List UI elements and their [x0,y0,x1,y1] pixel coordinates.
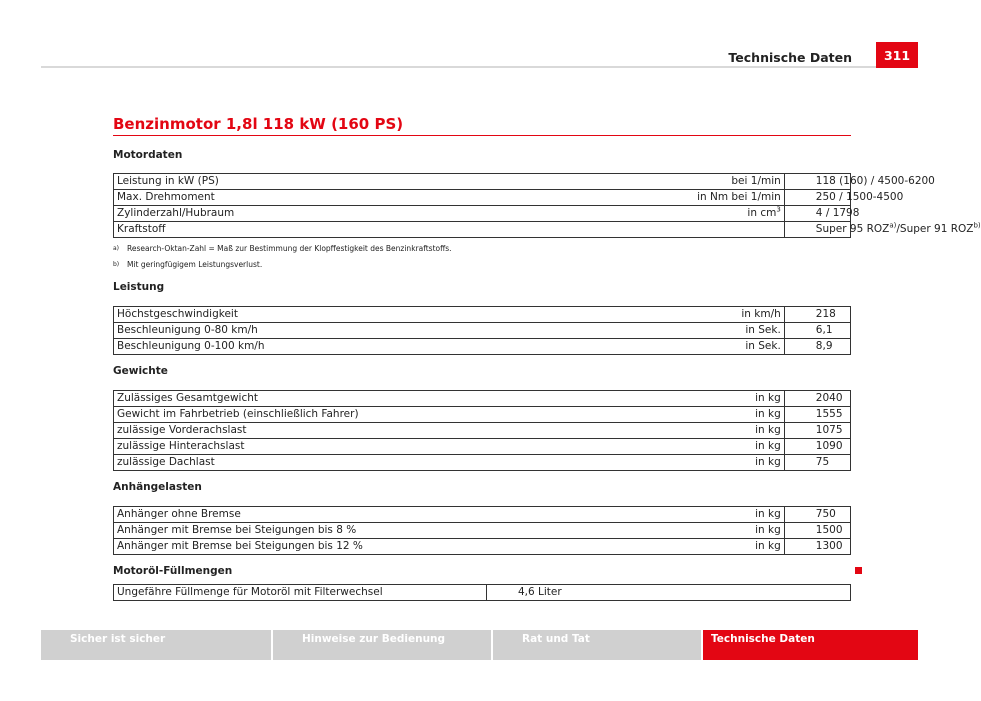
row-unit: in kg [486,423,784,439]
footnote [113,243,851,255]
table-row [114,539,851,555]
section-title: Benzinmotor 1,8l 118 kW (160 PS) [113,115,404,133]
footnote-mark: b) [113,261,120,268]
row-label: Beschleunigung 0-80 km/h [114,323,487,339]
table-row [114,439,851,455]
row-value: 118 (160) / 4500-6200 [784,174,850,190]
fuel-value-a: Super 95 ROZ [815,223,890,235]
row-value [784,221,981,238]
table-row [114,391,851,407]
row-value: 1555 [784,407,850,423]
row-unit: in kg [486,507,784,523]
table-row [114,523,851,539]
row-value: 1075 [784,423,850,439]
footer-tab-rat-und-tat[interactable]: Rat und Tat [493,630,701,660]
footnote-ref-b: b) [973,221,981,230]
row-label: Anhänger mit Bremse bei Steigungen bis 12 % [114,539,487,555]
leistung-table-wrap [113,306,851,355]
motordaten-heading: Motordaten [113,149,183,161]
row-value: 4 / 1798 [784,206,850,222]
leistung-table [113,306,851,355]
table-row [114,307,851,323]
row-unit: in km/h [486,307,784,323]
row-label: Höchstgeschwindigkeit [114,307,487,323]
table-row [114,190,851,206]
row-label: Kraftstoff [114,222,487,238]
row-value: 1300 [784,539,850,555]
row-label: Zulässiges Gesamtgewicht [114,391,487,407]
section-rule [113,135,851,136]
motoroel-heading: Motoröl-Füllmengen [113,565,233,577]
footer-tab-technische-daten[interactable]: Technische Daten [703,630,918,660]
section-end-marker [855,567,862,574]
row-unit: in kg [486,391,784,407]
row-label: Zylinderzahl/Hubraum [114,206,487,222]
footnotes [113,243,851,271]
footnote-text: Research-Oktan-Zahl = Maß zur Bestimmung der Klopffestigkeit des Benzinkraftstoffs. [127,244,452,253]
row-unit: in kg [486,455,784,471]
unit-text: in cm [747,207,777,219]
table-row [114,423,851,439]
row-unit: in Sek. [486,323,784,339]
table-row [114,323,851,339]
table-row [114,455,851,471]
row-unit [486,222,784,238]
anhaengelasten-heading: Anhängelasten [113,481,202,493]
footnote-mark: a) [113,245,120,252]
row-unit: in kg [486,439,784,455]
row-unit: in Sek. [486,339,784,355]
row-label: Ungefähre Füllmenge für Motoröl mit Filterwechsel [114,585,487,601]
row-unit: in kg [486,407,784,423]
table-row [114,339,851,355]
table-row [114,507,851,523]
row-label: zulässige Hinterachslast [114,439,487,455]
gewichte-heading: Gewichte [113,365,168,377]
table-row [114,222,851,238]
leistung-heading: Leistung [113,281,165,293]
footer-tab-sicher-ist-sicher[interactable]: Sicher ist sicher [41,630,271,660]
row-unit: bei 1/min [486,174,784,190]
gewichte-table [113,390,851,471]
row-value: 750 [784,507,850,523]
footnote [113,259,851,271]
row-value: 4,6 Liter [487,585,851,601]
table-row [114,407,851,423]
row-unit: in kg [486,523,784,539]
row-value: 250 / 1500-4500 [784,190,850,206]
row-label: Leistung in kW (PS) [114,174,487,190]
anhaengelasten-table [113,506,851,555]
footer-tab-hinweise-zur-bedienung[interactable]: Hinweise zur Bedienung [273,630,491,660]
table-row [114,206,851,222]
row-value: 1090 [784,439,850,455]
row-value: 6,1 [784,323,850,339]
row-label: Anhänger mit Bremse bei Steigungen bis 8 % [114,523,487,539]
motoroel-table [113,584,851,601]
row-value: 218 [784,307,850,323]
row-label: Anhänger ohne Bremse [114,507,487,523]
row-value: 8,9 [784,339,850,355]
row-unit [486,206,784,222]
fuel-value-b: /Super 91 ROZ [896,223,974,235]
table-row [114,174,851,190]
row-label: Max. Drehmoment [114,190,487,206]
row-value: 2040 [784,391,850,407]
row-label: Gewicht im Fahrbetrieb (einschließlich Fahrer) [114,407,487,423]
motordaten-table [113,173,981,238]
footnote-ref-a: a) [889,221,897,230]
row-label: zulässige Dachlast [114,455,487,471]
table-row [114,585,851,601]
unit-superscript: 3 [776,205,781,214]
footnote-text: Mit geringfügigem Leistungsverlust. [127,260,263,269]
row-label: zulässige Vorderachslast [114,423,487,439]
row-unit: in Nm bei 1/min [486,190,784,206]
header-rule [41,66,876,68]
row-label: Beschleunigung 0-100 km/h [114,339,487,355]
page-number: 311 [876,42,918,68]
content [113,115,981,601]
row-value: 75 [784,455,850,471]
row-unit: in kg [486,539,784,555]
header-title: Technische Daten [728,50,852,65]
footer-nav [41,630,918,660]
row-value: 1500 [784,523,850,539]
